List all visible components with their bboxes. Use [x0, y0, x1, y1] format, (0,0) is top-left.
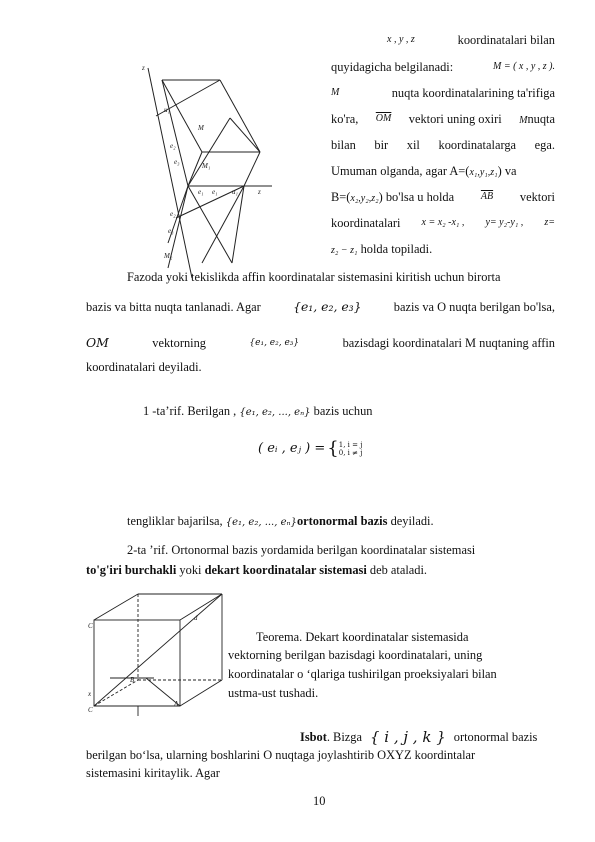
p1-line6-a: Umuman olganda, agar A=( — [331, 164, 470, 178]
p1-line9 — [331, 242, 432, 258]
term-right-angle: to'g'iri burchakli — [86, 563, 177, 577]
def1-line2 — [127, 514, 434, 530]
p2-line2 — [86, 300, 555, 314]
def1-line2-a: tengliklar bajarilsa, — [127, 514, 223, 528]
p2-line4-text: koordinatalari deyiladi. — [86, 360, 202, 374]
p1-line4-b: vektori uning oxiri — [408, 112, 502, 126]
brace: { — [327, 438, 339, 459]
basis-set-math: {e₁, e₂, e₃} — [293, 299, 362, 314]
p2-line3 — [86, 336, 555, 350]
def1-line1 — [143, 404, 372, 420]
p1-line8-a: koordinatalari — [331, 216, 401, 230]
svg-text:u₁: u₁ — [164, 106, 170, 114]
a-coords-math: x₁,y₁,z₁ — [469, 167, 498, 178]
svg-text:z: z — [142, 64, 145, 72]
svg-text:e₁: e₁ — [212, 188, 218, 196]
def2-line1-text: 2-ta ’rif. Ortonormal bazis yordamida berilgan koordinatalar sistemasi — [127, 543, 476, 557]
word: ega. — [534, 138, 555, 152]
p1-line1-text: koordinatalari bilan — [457, 33, 555, 47]
proof-line3 — [86, 766, 220, 780]
def1-line2-b: deyiladi. — [390, 514, 434, 528]
svg-text:u₁: u₁ — [232, 188, 238, 196]
basis-n-math: {e₁, e₂, ..., eₙ} — [239, 407, 311, 418]
formula-case1: 1, i = j — [338, 440, 363, 449]
p1-line7-c: vektori — [519, 190, 555, 204]
p1-line3 — [331, 86, 555, 100]
ortonormal-bazis-term: ortonormal bazis — [296, 514, 388, 528]
p1-line8 — [331, 216, 555, 230]
svg-text:x: x — [88, 690, 92, 698]
p1-line4-a: ko'ra, — [331, 112, 359, 126]
p2-line3-b: bazisdagi koordinatalari M nuqtaning affin — [342, 336, 555, 350]
page-number-text: 10 — [313, 794, 326, 808]
p1-line2 — [331, 60, 555, 74]
om-vector-math: $\overline{OM}$ — [375, 113, 392, 124]
isbot-term: Isbot — [300, 730, 327, 744]
b-coords-math: x₂,y₂,z₂ — [350, 193, 379, 204]
word: xil — [406, 138, 420, 152]
p2-line1-text: Fazoda yoki tekislikda affin koordinatalar sistemasini kiritish uchun birorta — [127, 270, 501, 284]
xyz-math: x , y , z — [387, 34, 415, 45]
p1-line4-c: nuqta — [527, 112, 555, 126]
p1-line9-text: holda topiladi. — [360, 242, 433, 256]
z-diff-math: z₂ − z₁ — [331, 245, 358, 256]
p2-line2-b: bazis va O nuqta berilgan bo'lsa, — [393, 300, 555, 314]
svg-text:e₁: e₁ — [198, 188, 204, 196]
p1-line1 — [387, 33, 555, 47]
basis-n-math-2: {e₁, e₂, ..., eₙ} — [225, 517, 297, 528]
basis-set-math-2: {e₁, e₂, e₃} — [249, 338, 300, 348]
proof-b: ortonormal bazis — [453, 730, 538, 744]
def2-line1 — [127, 543, 555, 557]
p1-line3-text: nuqta koordinatalarining ta'rifiga — [391, 86, 555, 100]
m-math: M — [331, 87, 340, 98]
theorem-line4 — [228, 686, 318, 700]
formula-lhs: ( eᵢ , eⱼ ) = — [258, 441, 326, 456]
p2-line3-a: vektorning — [152, 336, 206, 350]
proof-a: . Bizga — [326, 730, 362, 744]
p1-line4 — [331, 112, 555, 128]
p2-line2-a: bazis va bitta nuqta tanlanadi. Agar — [86, 300, 261, 314]
svg-text:A: A — [174, 700, 179, 708]
theorem-line2-text: vektorning berilgan bazisdagi koordinatalari, uning — [228, 648, 483, 662]
proof-line2 — [86, 748, 475, 762]
p1-line6 — [331, 164, 517, 180]
term-dekart: dekart koordinatalar sistemasi — [204, 563, 367, 577]
def2-line2-a: yoki — [179, 563, 202, 577]
svg-text:C: C — [88, 706, 93, 714]
proof-line1 — [300, 730, 537, 744]
word: bilan — [331, 138, 356, 152]
svg-text:C: C — [88, 622, 93, 630]
x-diff-math: x = x₂ -x₁ , — [421, 217, 465, 228]
formula-cases — [339, 441, 363, 457]
theorem-line2 — [228, 648, 555, 662]
def2-line2-b: deb ataladi. — [369, 563, 428, 577]
def1-line1-b: bazis uchun — [313, 404, 373, 418]
def2-line2 — [86, 563, 427, 577]
svg-text:z: z — [258, 188, 261, 196]
def1-line1-a: 1 -ta’rif. Berilgan , — [143, 404, 237, 418]
m-math-2: M — [519, 115, 528, 126]
formula-case2: 0, i ≠ j — [338, 448, 363, 457]
svg-text:M: M — [198, 124, 204, 132]
ab-vector-math: $\overline{AB}$ — [480, 191, 494, 202]
svg-text:d: d — [194, 614, 198, 622]
svg-text:M₂: M₂ — [164, 252, 173, 260]
y-diff-math: y= y₂-y₁ , — [485, 217, 524, 228]
p1-line7 — [331, 190, 555, 206]
svg-text:e₂: e₂ — [170, 210, 176, 218]
svg-text:M₁: M₁ — [202, 162, 211, 170]
om-math: OM — [86, 335, 109, 350]
word: bir — [374, 138, 389, 152]
svg-text:e₂: e₂ — [170, 142, 176, 150]
m-point-math: M = ( x , y , z ). — [492, 61, 555, 72]
page-number — [313, 794, 325, 808]
p1-line2-text: quyidagicha belgilanadi: — [331, 60, 454, 74]
p2-line4 — [86, 360, 202, 374]
proof-line2-text: berilgan bo‘lsa, ularning boshlarini O nuqtaga joylashtirib OXYZ koordintalar — [86, 748, 476, 762]
proof-line3-text: sistemasini kiritaylik. Agar — [86, 766, 220, 780]
p2-line1 — [127, 270, 555, 284]
theorem-line4-text: ustma-ust tushadi. — [228, 686, 319, 700]
p1-line5 — [331, 138, 555, 152]
kronecker-formula — [258, 438, 362, 459]
p1-line7-a: B=( — [331, 190, 351, 204]
coordinate-diagram-figure — [140, 58, 280, 288]
projection-box-figure — [86, 588, 226, 716]
svg-text:e₃: e₃ — [168, 227, 174, 235]
theorem-line1-text: Teorema. Dekart koordinatalar sistemasida — [256, 630, 469, 644]
svg-text:e₃: e₃ — [174, 158, 180, 166]
word: koordinatalarga — [438, 138, 517, 152]
theorem-line3 — [228, 667, 555, 681]
ijk-basis-math: { i , j , k } — [369, 728, 446, 746]
p1-line6-b: ) va — [497, 164, 517, 178]
theorem-line1 — [256, 630, 555, 644]
theorem-line3-text: koordinatalar o ‘qlariga tushirilgan proeksiyalari bilan — [228, 667, 497, 681]
z-eq-math: z= — [544, 217, 555, 228]
svg-text:B: B — [130, 676, 135, 684]
p1-line7-b: ) bo'lsa u holda — [378, 190, 455, 204]
